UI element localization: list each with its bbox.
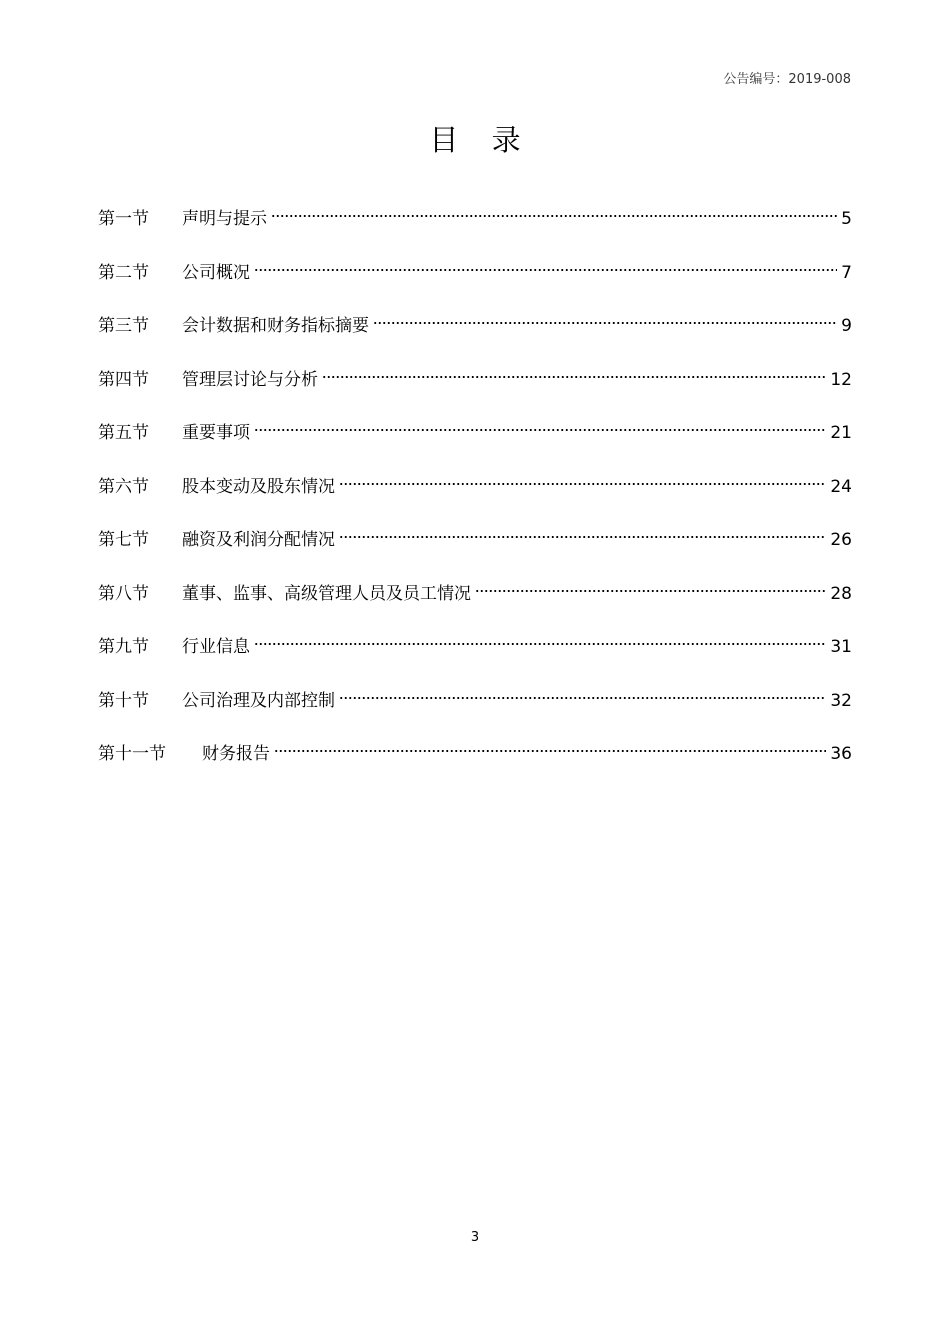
toc-dot-leader [274, 725, 826, 759]
toc-section-number: 第十一节 [98, 744, 166, 764]
toc-entry-section-3[interactable] [98, 297, 852, 351]
toc-page-number: 5 [841, 209, 852, 229]
toc-dot-leader [254, 618, 826, 652]
toc-entry-section-9[interactable] [98, 618, 852, 672]
toc-section-heading: 公司治理及内部控制 [182, 690, 335, 711]
toc-entry-section-6[interactable] [98, 458, 852, 512]
toc-dot-leader [339, 672, 826, 706]
page-number: 3 [470, 1230, 480, 1245]
toc-page-number: 26 [830, 530, 852, 550]
toc-entry-section-5[interactable] [98, 404, 852, 458]
toc-entry-section-7[interactable] [98, 511, 852, 565]
toc-dot-leader [373, 297, 837, 331]
toc-entry-section-10[interactable] [98, 672, 852, 726]
page-title: 目 录 [429, 123, 533, 157]
toc-entry-section-8[interactable] [98, 565, 852, 619]
toc-dot-leader [322, 351, 826, 385]
toc-section-number: 第七节 [98, 530, 149, 550]
toc-page-number: 12 [830, 369, 852, 390]
toc-section-heading: 行业信息 [182, 637, 250, 657]
announcement-number: 公告编号：2019-008 [723, 72, 851, 87]
toc-page-number: 24 [830, 476, 852, 497]
toc-section-number: 第八节 [98, 583, 149, 604]
toc-section-number: 第十节 [98, 690, 149, 711]
toc-section-number: 第二节 [98, 262, 149, 283]
toc-section-heading: 董事、监事、高级管理人员及员工情况 [182, 583, 471, 604]
toc-page-number: 7 [841, 262, 852, 283]
toc-section-heading: 财务报告 [202, 744, 270, 764]
toc-entry-section-11[interactable] [98, 725, 852, 779]
toc-section-number: 第一节 [98, 209, 149, 229]
toc-section-heading: 会计数据和财务指标摘要 [182, 316, 369, 336]
toc-dot-leader [254, 404, 826, 438]
toc-section-heading: 重要事项 [182, 423, 250, 443]
toc-dot-leader [339, 458, 826, 492]
toc-section-heading: 融资及利润分配情况 [182, 530, 335, 550]
toc-page-number: 28 [830, 583, 852, 604]
toc-section-heading: 公司概况 [182, 262, 250, 283]
toc-section-heading: 股本变动及股东情况 [182, 476, 335, 497]
toc-entry-section-1[interactable] [98, 190, 852, 244]
toc-section-heading: 声明与提示 [182, 209, 267, 229]
toc-page-number: 21 [830, 423, 852, 443]
toc-section-number: 第九节 [98, 637, 149, 657]
table-of-contents [98, 190, 852, 779]
toc-section-number: 第六节 [98, 476, 149, 497]
toc-page-number: 9 [841, 316, 852, 336]
toc-page-number: 36 [830, 744, 852, 764]
toc-page-number: 32 [830, 690, 852, 711]
toc-page-number: 31 [830, 637, 852, 657]
toc-dot-leader [254, 244, 837, 278]
toc-entry-section-4[interactable] [98, 351, 852, 405]
toc-section-heading: 管理层讨论与分析 [182, 369, 318, 390]
toc-section-number: 第四节 [98, 369, 149, 390]
toc-section-number: 第五节 [98, 423, 149, 443]
toc-dot-leader [475, 565, 826, 599]
toc-dot-leader [339, 511, 826, 545]
toc-dot-leader [271, 190, 837, 224]
toc-section-number: 第三节 [98, 316, 149, 336]
toc-entry-section-2[interactable] [98, 244, 852, 298]
